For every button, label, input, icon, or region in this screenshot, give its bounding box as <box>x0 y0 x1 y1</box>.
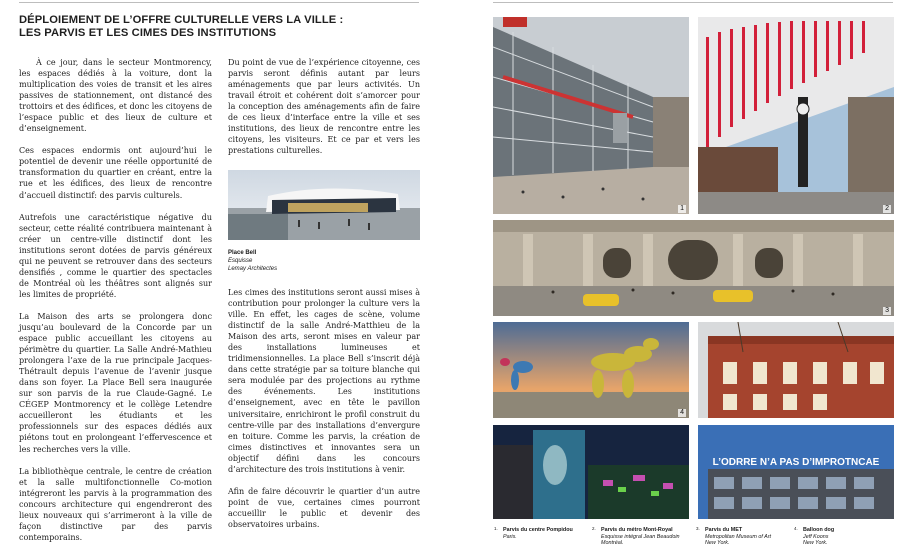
text-column-1 <box>19 57 212 551</box>
sign-building-photo <box>698 425 894 519</box>
place-bell-caption <box>228 249 420 273</box>
mont-royal-photo <box>698 17 894 214</box>
caption-line: Montréal. <box>601 540 624 547</box>
caption-title: Parvis du centre Pompidou <box>503 527 573 533</box>
caption-3 <box>696 526 795 547</box>
balloon-dog-photo <box>493 322 689 418</box>
text-column-2-bottom <box>228 287 420 541</box>
paragraph: Ces espaces endormis ont aujourd’hui le potentiel de devenir une réelle opportunité de transformation du quartier en créant, entre la rue et les édifices, des lieux de rencontre d’accueil distinctif: des parvis culturels. <box>19 146 212 200</box>
caption-number: 4. <box>794 526 798 531</box>
red-building-photo <box>698 322 894 418</box>
pompidou-photo <box>493 17 689 214</box>
caption-number: 3. <box>696 526 700 531</box>
caption-number: 1. <box>494 526 498 531</box>
caption-title: Place Bell <box>228 250 257 256</box>
paragraph: La bibliothèque centrale, le centre de création et la salle multifonctionnelle Co-motion intégreront les parvis à la programmation des concours architecture qui engendreront des lieux nouveaux qui s’arrimeront à la ville de façon distinctive par des parvis contemporains. <box>19 466 212 542</box>
paragraph: La Maison des arts se prolongera donc jusqu’au boulevard de la Concorde par un espace public accueillant les citoyens au périmètre du quartier. La Salle André-Mathieu prolongera l’axe de la rue principale Jacques-Thétrault depuis l’avenue de l’avenir jusque dans son foyer. La Place Bell sera inaugurée sur son parvis de la rue Claude-Gagné. Le CÉGEP Montmorency et le collège Letendre accueilleront les étudiants et les professionnels sur des espaces dédiés aux piétons tout en prolongeant l’effervescence et les recherches vers la ville. <box>19 311 212 454</box>
caption-line: Esquisse intégral Jean Beaudoin <box>601 533 680 540</box>
paragraph: Afin de faire découvrir le quartier d’un autre point de vue, certaines cimes pourront accueillir le public et devenir des observatoires urbains. <box>228 486 420 529</box>
top-rule-right <box>493 2 893 3</box>
met-photo <box>493 220 894 316</box>
title-line-2: LES PARVIS ET LES CIMES DES INSTITUTIONS <box>19 27 277 39</box>
photo-number: 3 <box>885 307 889 314</box>
paragraph: Les cimes des institutions seront aussi mises à contribution pour prolonger la culture vers la ville. En effet, les cages de scène, volume distinctif de la salle André-Matthieu de la Maison des arts, seront mises en valeur par des installations lumineuses et tridimensionnelles. La place Bell s’inscrit déjà dans cette stratégie par sa toiture blanche qui sera modulée par des projections au rythme des événements. Les institutions d’enseignement, avec en tête le pavillon universitaire, enrichiront le profil construit du centre-ville par des installations d’envergure en toiture. Comme les parvis, la création de cimes distinctives et innovantes sera un objectif défini dans les concours d’architecture des trois institutions à venir. <box>228 288 420 474</box>
page-title <box>19 14 439 40</box>
caption-line: Paris. <box>503 533 517 540</box>
caption-line: Jeff Koons <box>803 533 829 540</box>
night-projection-photo <box>493 425 689 519</box>
photo-captions <box>493 527 893 551</box>
title-line-1: DÉPLOIEMENT DE L’OFFRE CULTURELLE VERS LA VILLE : <box>19 14 344 26</box>
place-bell-image <box>228 170 420 240</box>
caption-line: Metropolitan Museum of Art <box>705 533 772 540</box>
paragraph: Autrefois une caractéristique négative du secteur, cette réalité contribuera maintenant à créer un centre-ville distinctif dont les institutions seront dotées de parvis généreux qui ne peuvent se retrouver dans des secteurs densifiés , comme le quartier des spectacles de Montréal où les théâtres sont alignés sur les limites de propriété. <box>19 212 212 299</box>
caption-title: Parvis du métro Mont-Royal <box>601 527 673 533</box>
photo-number: 1 <box>680 205 684 212</box>
caption-title: Balloon dog <box>803 527 835 533</box>
caption-line: Lemay Architectes <box>228 266 278 272</box>
caption-line: New York. <box>705 540 730 547</box>
top-rule-left <box>19 2 419 3</box>
caption-1 <box>494 526 591 540</box>
caption-2 <box>592 526 701 547</box>
photo-number: 2 <box>885 205 889 212</box>
paragraph: À ce jour, dans le secteur Montmorency, les espaces dédiés à la voiture, dont la multiplication des voies de transit et les aires passives de stationnement, ont distancé des trottoirs et des édifices, et donc les citoyens de l’espace public et des lieux de culture et d’enseignement. <box>19 58 212 134</box>
paragraph: Du point de vue de l’expérience citoyenne, ces parvis seront définis autant par leurs aménagements que par leurs activités. Un travail étroit et cohérent doit s’amorcer pour la conception des aménagements afin de faire de ces lieux d’interface entre la ville et ses institutions, des lieux de rencontre entre les citoyens, les visiteurs. Et ce par et vers les prestations culturelles. <box>228 58 420 156</box>
caption-number: 2. <box>592 526 596 531</box>
text-column-2-top <box>228 57 420 167</box>
caption-line: Esquisse <box>228 258 253 264</box>
photo-number: 4 <box>680 409 684 416</box>
caption-line: New York. <box>803 540 828 547</box>
caption-title: Parvis du MET <box>705 527 743 533</box>
caption-4 <box>794 526 883 547</box>
sign-text: L’ODRRE N’A PAS D’IMPROTNCAE <box>712 457 880 468</box>
